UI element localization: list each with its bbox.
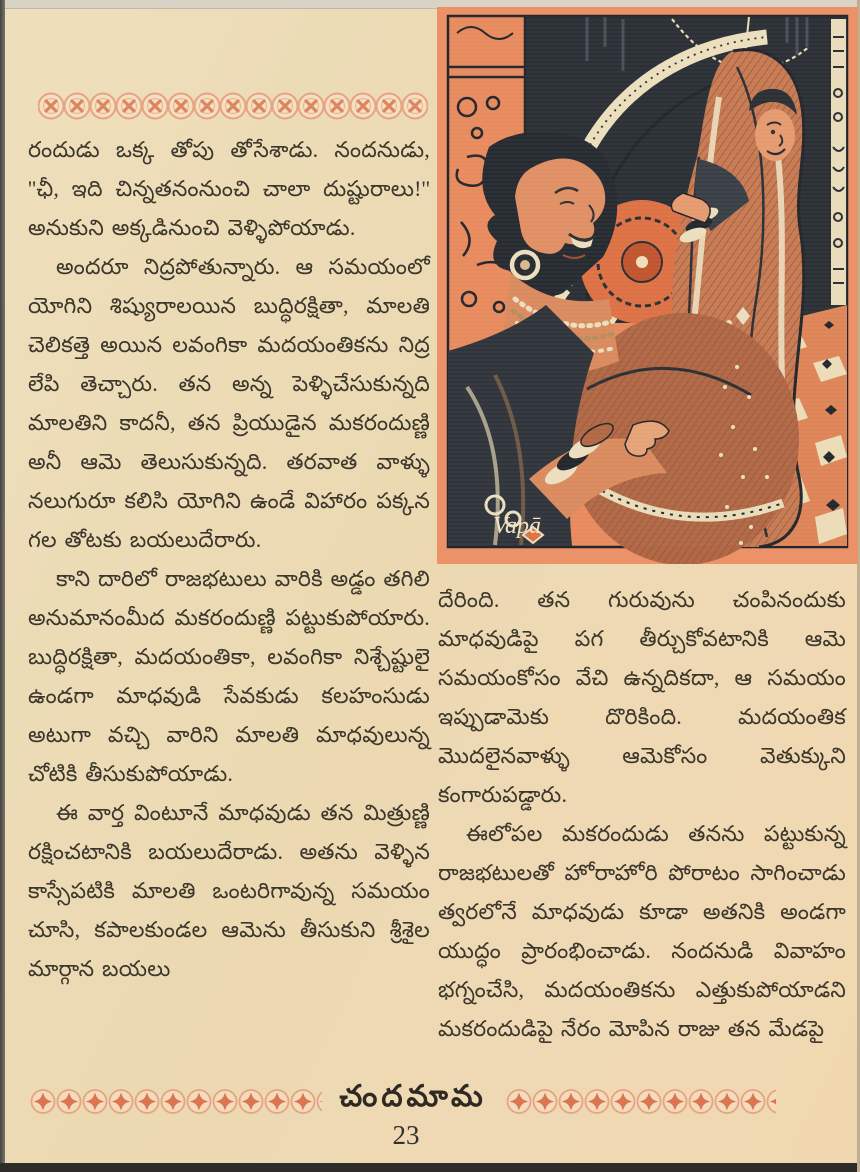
story-illustration <box>437 7 858 564</box>
scan-edge-bottom <box>0 1163 860 1172</box>
top-ornament-border <box>38 92 428 125</box>
illustration-art <box>437 7 858 564</box>
story-paragraph: దేరింది. తన గురువును చంపినందుకు మాధవుడిపై పగ తీర్చుకోవటానికి ఆమె సమయంకోసం వేచి ఉన్నదికదా, ఆ సమయం ఇప్పుడామెకు దొరికింది. మదయంతిక మొదలైనవాళ్ళు ఆమెకోసం వెతుక్కుని కంగారుపడ్డారు. <box>438 587 846 807</box>
footer-ornament-left <box>30 1089 322 1119</box>
story-paragraph: ఈలోపల మకరందుడు తనను పట్టుకున్న రాజభటులతో హోరాహోరి పోరాటం సాగించాడు త్వరలోనే మాధవుడు కూడా అతనికి అండగా యుద్ధం ప్రారంభించాడు. నందనుడి వివాహం భగ్నంచేసి, మదయంతికను ఎత్తుకుపోయాడని మకరందుడిపై నేరం మోపిన రాజు తన మేడపై <box>438 821 846 1041</box>
story-paragraph: కాని దారిలో రాజభటులు వారికి అడ్డం తగిలి అనుమానంమీద మకరందుణ్ణి పట్టుకుపోయారు. బుద్ధిరక్షితా, మదయంతికా, లవంగికా నిశ్చేష్టులై ఉండగా మాధవుడి సేవకుడు కలహంసుడు అటుగా వచ్చి వారిని మాలతి మాధవులున్న చోటికి తీసుకుపోయాడు. <box>28 566 430 786</box>
story-column-left <box>28 130 430 988</box>
scan-edge-left <box>0 0 5 1172</box>
chain-pattern-icon <box>38 92 428 120</box>
story-column-right <box>438 580 846 1048</box>
story-paragraph: రందుడు ఒక్క తోపు తోసేశాడు. నందనుడు, ''ఛీ, ఇది చిన్నతనంనుంచి చాలా దుష్టురాలు!'' అనుకుని అక్కడినుంచి వెళ్ళిపోయాడు. <box>28 137 430 240</box>
chain-diamond-pattern-icon <box>30 1089 322 1114</box>
chain-diamond-pattern-icon <box>506 1089 776 1114</box>
footer-ornament-right <box>506 1089 776 1119</box>
page-number: 23 <box>392 1120 420 1150</box>
story-paragraph: అందరూ నిద్రపోతున్నారు. ఆ సమయంలో యోగిని శిష్యురాలయిన బుద్ధిరక్షితా, మాలతి చెలికత్తె అయిన లవంగికా మదయంతికను నిద్ర లేపి తెచ్చారు. తన అన్న పెళ్ళిచేసుకున్నది మాలతిని కాదనీ, తన ప్రియుడైన మకరందుణ్ణి అనీ ఆమె తెలుసుకున్నది. తరవాత వాళ్ళు నలుగురూ కలిసి యోగిని ఉండే విహారం పక్కన గల తోటకు బయలుదేరారు. <box>28 254 430 552</box>
magazine-title: చందమామ <box>339 1080 487 1113</box>
story-paragraph: ఈ వార్త వింటూనే మాధవుడు తన మిత్రుణ్ణి రక్షించటానికి బయలుదేరాడు. అతను వెళ్ళిన కాస్సేపటికి మాలతి ఒంటరిగావున్న సమయం చూసి, కపాలకుండల ఆమెను తీసుకుని శ్రీశైల మార్గాన బయలు <box>28 800 430 981</box>
